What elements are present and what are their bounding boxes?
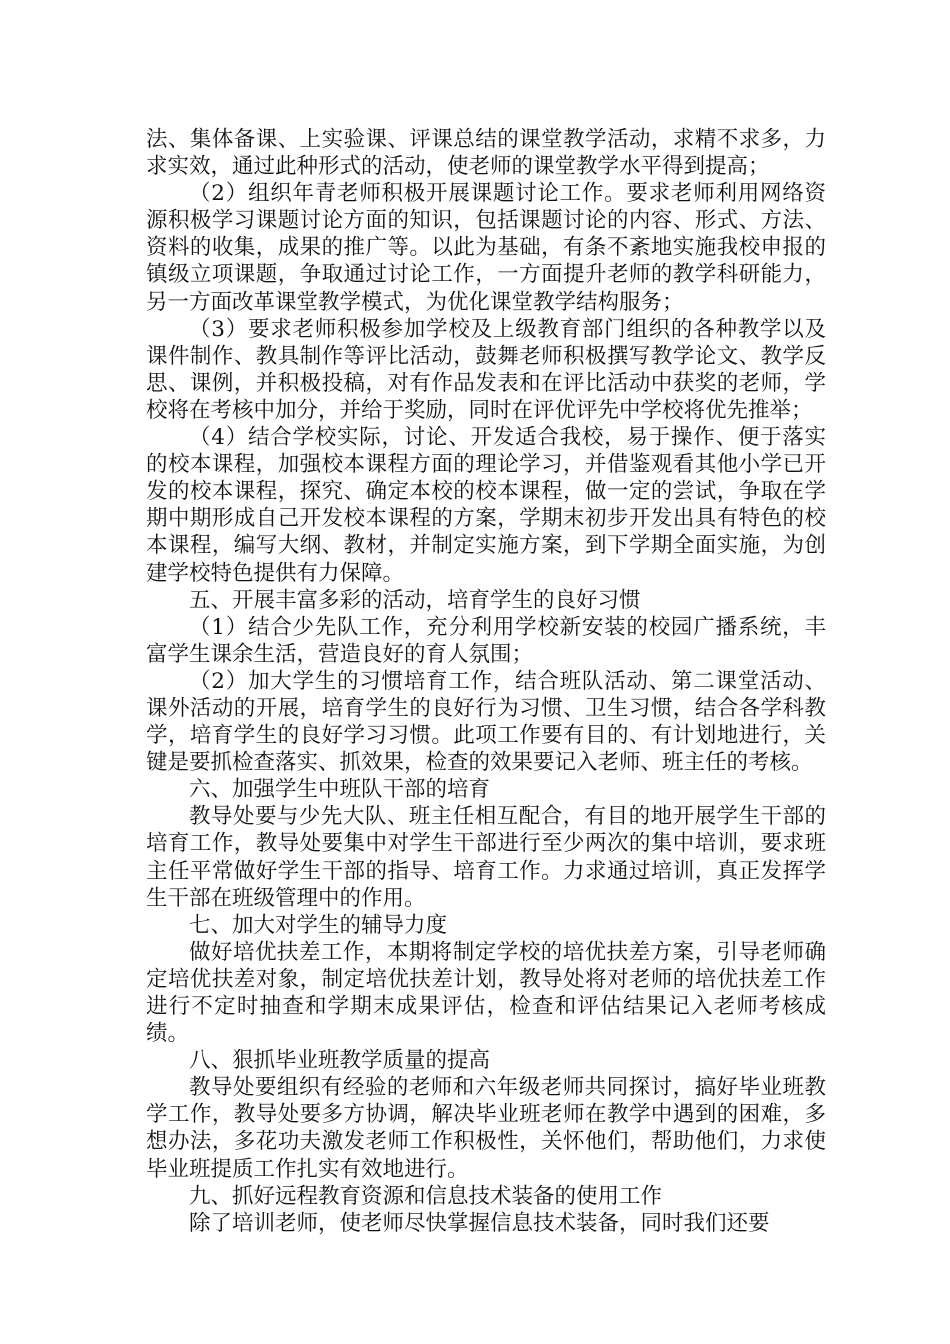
paragraph-1: 法、集体备课、上实验课、评课总结的课堂教学活动，求精不求多，力求实效，通过此种形式的活动，使老师的课堂教学水平得到提高；: [146, 127, 826, 180]
paragraph-3: （3）要求老师积极参加学校及上级教育部门组织的各种教学以及课件制作、教具制作等评比活动，鼓舞老师积极撰写教学论文、教学反思、课例，并积极投稿，对有作品发表和在评比活动中获奖的老师，学校将在考核中加分，并给于奖励，同时在评优评先中学校将优先推举；: [146, 316, 826, 423]
paragraph-9: 教导处要与少先大队、班主任相互配合，有目的地开展学生干部的培育工作，教导处要集中对学生干部进行至少两次的集中培训，要求班主任平常做好学生干部的指导、培育工作。力求通过培训，真正发挥学生干部在班级管理中的作用。: [146, 804, 826, 911]
section-heading-6: 六、加强学生中班队干部的培育: [189, 777, 491, 803]
paragraph-15: 除了培训老师，使老师尽快掌握信息技术装备，同时我们还要: [189, 1210, 770, 1236]
paragraph-7: （2）加大学生的习惯培育工作，结合班队活动、第二课堂活动、课外活动的开展，培育学生的良好行为习惯、卫生习惯，结合各学科教学，培育学生的良好学习习惯。此项工作要有目的、有计划地进行，关键是要抓检查落实、抓效果，检查的效果要记入老师、班主任的考核。: [146, 668, 826, 776]
section-heading-7: 七、加大对学生的辅导力度: [189, 912, 448, 938]
section-heading-8: 八、狠抓毕业班教学质量的提高: [189, 1048, 491, 1074]
section-heading-5: 五、开展丰富多彩的活动，培育学生的良好习惯: [189, 587, 641, 613]
paragraph-11: 做好培优扶差工作，本期将制定学校的培优扶差方案，引导老师确定培优扶差对象，制定培优扶差计划，教导处将对老师的培优扶差工作进行不定时抽查和学期末成果评估，检查和评估结果记入老师考核成绩。: [146, 939, 826, 1047]
document-page: [146, 126, 826, 1237]
paragraph-6: （1）结合少先队工作，充分利用学校新安装的校园广播系统，丰富学生课余生活，营造良好的育人氛围；: [146, 614, 826, 667]
paragraph-2: （2）组织年青老师积极开展课题讨论工作。要求老师利用网络资源积极学习课题讨论方面的知识，包括课题讨论的内容、形式、方法、资料的收集，成果的推广等。以此为基础，有条不紊地实施我校申报的镇级立项课题，争取通过讨论工作，一方面提升老师的教学科研能力，另一方面改革课堂教学模式，为优化课堂教学结构服务；: [146, 181, 826, 315]
section-heading-9: 九、抓好远程教育资源和信息技术装备的使用工作: [189, 1183, 663, 1209]
paragraph-13: 教导处要组织有经验的老师和六年级老师共同探讨，搞好毕业班教学工作，教导处要多方协调，解决毕业班老师在教学中遇到的困难，多想办法，多花功夫激发老师工作积极性，关怀他们，帮助他们，力求使毕业班提质工作扎实有效地进行。: [146, 1075, 826, 1182]
paragraph-4: （4）结合学校实际，讨论、开发适合我校，易于操作、便于落实的校本课程，加强校本课程方面的理论学习，并借鉴观看其他小学已开发的校本课程，探究、确定本校的校本课程，做一定的尝试，争取在学期中期形成自己开发校本课程的方案，学期末初步开发出具有特色的校本课程，编写大纲、教材，并制定实施方案，到下学期全面实施，为创建学校特色提供有力保障。: [146, 425, 826, 586]
